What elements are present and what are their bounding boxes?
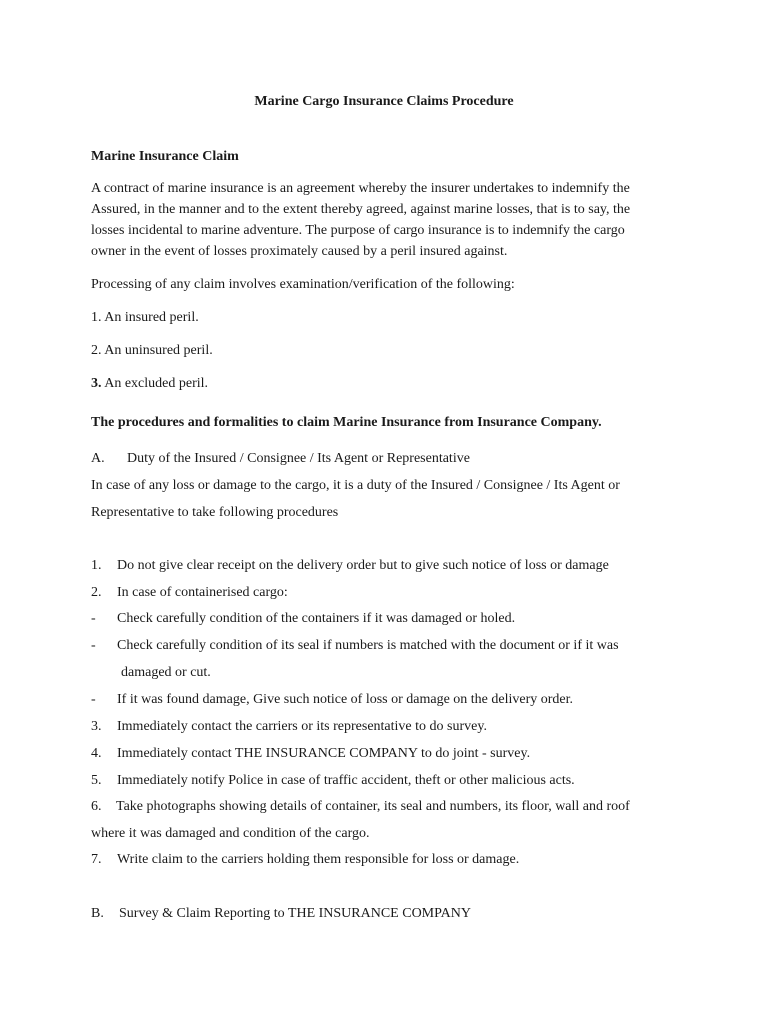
step-text: If it was found damage, Give such notice of loss or damage on the delivery order. [117, 692, 574, 707]
section-heading-procedures: The procedures and formalities to claim Marine Insurance from Insurance Company. [91, 415, 602, 430]
paragraph-line: owner in the event of losses proximately caused by a peril insured against. [91, 244, 508, 259]
step-text: Immediately notify Police in case of traffic accident, theft or other malicious acts. [117, 773, 575, 788]
step-item [91, 772, 575, 790]
paragraph-line: Assured, in the manner and to the extent thereby agreed, against marine losses, that is to say, the [91, 202, 631, 217]
step-number: 5. [91, 773, 102, 788]
peril-number: 1. [91, 310, 102, 325]
step-number: 1. [91, 558, 102, 573]
step-number: 4. [91, 746, 102, 761]
step-item [91, 584, 288, 602]
step-text: Immediately contact the carriers or its representative to do survey. [117, 719, 487, 734]
subsection-a-intro-line: In case of any loss or damage to the cargo, it is a duty of the Insured / Consignee / Its Agent or [91, 478, 620, 493]
subsection-b-label: B. [91, 906, 104, 921]
step-item [91, 745, 530, 763]
step-continuation: damaged or cut. [121, 665, 211, 680]
subsection-b-title: Survey & Claim Reporting to THE INSURANCE COMPANY [119, 906, 471, 921]
paragraph-line: A contract of marine insurance is an agreement whereby the insurer undertakes to indemnify the [91, 181, 630, 196]
step-item [91, 718, 487, 736]
peril-number: 3. [91, 376, 102, 391]
peril-number: 2. [91, 343, 102, 358]
step-text: In case of containerised cargo: [117, 585, 288, 600]
step-dash: - [91, 638, 96, 653]
step-number: 3. [91, 719, 102, 734]
step-number: 7. [91, 852, 102, 867]
step-item [91, 851, 519, 869]
step-continuation: where it was damaged and condition of the cargo. [91, 826, 370, 841]
step-item [91, 637, 619, 655]
section-heading-marine-insurance-claim: Marine Insurance Claim [91, 149, 239, 164]
document-title: Marine Cargo Insurance Claims Procedure [254, 94, 514, 109]
step-dash: - [91, 692, 96, 707]
step-number: 2. [91, 585, 102, 600]
step-text: Take photographs showing details of container, its seal and numbers, its floor, wall and roof [116, 799, 630, 814]
step-item [91, 798, 630, 816]
peril-item [91, 309, 199, 327]
step-item [91, 557, 609, 575]
peril-item [91, 375, 208, 393]
step-text: Write claim to the carriers holding them responsible for loss or damage. [117, 852, 520, 867]
subsection-b-heading [91, 905, 471, 923]
step-text: Check carefully condition of the containers if it was damaged or holed. [117, 611, 516, 626]
subsection-a-title: Duty of the Insured / Consignee / Its Agent or Representative [127, 451, 470, 466]
subsection-a-intro-line: Representative to take following procedures [91, 505, 339, 520]
peril-text: An insured peril. [104, 310, 199, 325]
peril-text: An excluded peril. [104, 376, 209, 391]
peril-item [91, 342, 213, 360]
subsection-a-label: A. [91, 451, 105, 466]
peril-text: An uninsured peril. [104, 343, 213, 358]
step-text: Immediately contact THE INSURANCE COMPANY to do joint - survey. [117, 746, 531, 761]
processing-intro: Processing of any claim involves examination/verification of the following: [91, 277, 515, 292]
step-text: Do not give clear receipt on the delivery order but to give such notice of loss or damage [117, 558, 609, 573]
step-text: Check carefully condition of its seal if numbers is matched with the document or if it was [117, 638, 619, 653]
step-number: 6. [91, 799, 102, 814]
paragraph-line: losses incidental to marine adventure. The purpose of cargo insurance is to indemnify the cargo [91, 223, 625, 238]
subsection-a-heading [91, 450, 470, 468]
step-item [91, 610, 515, 628]
step-dash: - [91, 611, 96, 626]
step-item [91, 691, 573, 709]
